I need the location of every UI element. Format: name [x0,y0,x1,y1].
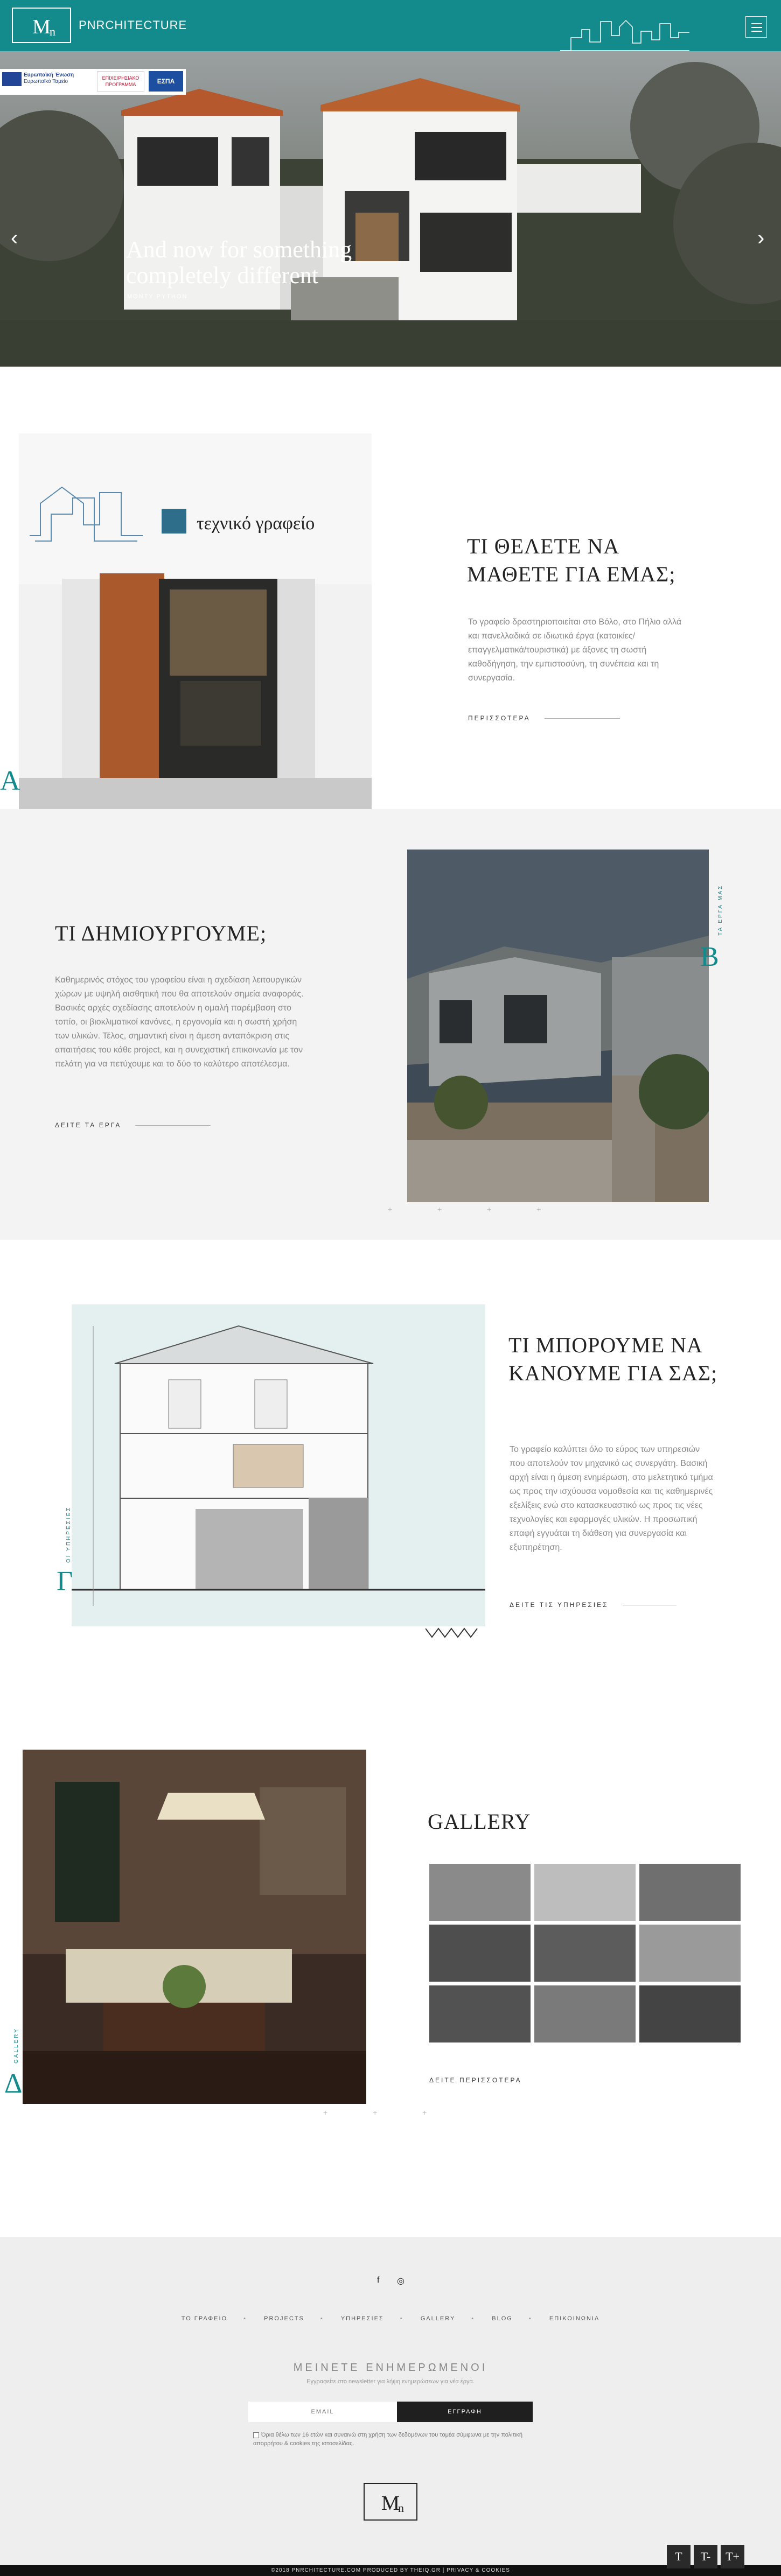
newsletter-email-input[interactable] [248,2402,397,2422]
gallery-grid [429,1864,741,2044]
gallery-thumb[interactable] [639,1925,741,1982]
gallery-vertical-label: GALLERY [13,2027,19,2063]
facebook-icon[interactable]: f [377,2276,380,2285]
gallery-thumb[interactable] [429,1985,531,2042]
site-footer [0,2237,781,2565]
font-decrease-button[interactable]: T- [694,2545,717,2568]
gallery-section [0,1703,781,2237]
section-letter-c: Γ [57,1566,73,1597]
projects-link-label: ΔΕΙΤΕ ΤΑ ΕΡΓΑ [55,1121,122,1129]
hero-prev-arrow[interactable]: ‹ [11,226,18,250]
architectural-section-drawing [72,1304,485,1626]
office-storefront-image [19,433,372,810]
projects-title: ΤΙ ΔΗΜΙΟΥΡΓΟΥΜΕ; [55,921,267,945]
eu-funding-badge [0,69,186,95]
instagram-icon[interactable]: ◎ [397,2277,405,2286]
about-body: Το γραφείο δραστηριοποιείται στο Βόλο, στο Πήλιο αλλά και πανελλαδικά σε ιδιωτικά έργα (κατοικίες/ επαγγελματικά/τουριστικά) με άξονες τη σωστή καθοδήγηση, την εμπιστοσύνη, τη συνέπεια και τη συνεργασία. [468,617,682,683]
font-reset-button[interactable]: T [667,2545,691,2568]
section-letter-b: Β [700,942,719,972]
hero-title [126,237,428,289]
services-link-label: ΔΕΙΤΕ ΤΙΣ ΥΠΗΡΕΣΙΕΣ [510,1601,609,1609]
projects-house-image [407,850,709,1202]
gallery-thumb[interactable] [639,1864,741,1921]
footer-logo[interactable] [364,2483,417,2521]
footer-nav [0,2315,781,2322]
footer-nav-gallery[interactable]: • GALLERY [402,2315,474,2322]
hero-title-line2: completely different [126,262,319,289]
gallery-more-link[interactable] [429,2076,522,2084]
footer-nav-contact[interactable]: • ΕΠΙΚΟΙΝΩΝΙΑ [531,2315,618,2322]
hero-subtitle: MONTY PYTHON [127,293,188,300]
svg-text:M: M [32,16,51,38]
eu-text-line2: Ευρωπαϊκό Ταμείο [24,79,68,85]
font-increase-button[interactable]: T+ [721,2545,744,2568]
svg-text:M: M [381,2492,400,2515]
hero-next-arrow[interactable]: › [757,226,765,250]
eu-text-line1: Ευρωπαϊκή Ένωση [24,72,74,78]
footer-nav-services[interactable]: • ΥΠΗΡΕΣΙΕΣ [323,2315,402,2322]
espa-program-logo [97,71,144,92]
projects-link[interactable] [55,1121,211,1129]
gallery-thumb[interactable] [534,1864,636,1921]
about-more-link[interactable] [468,714,620,722]
footer-nav-projects[interactable]: • PROJECTS [246,2315,323,2322]
hero-image [0,51,781,367]
accessibility-toolbar [667,2545,744,2568]
about-section [0,367,781,809]
skyline-illustration [560,16,689,51]
site-logo[interactable] [12,8,71,43]
interior-living-room-image [23,1750,366,2104]
projects-section [0,809,781,1240]
gallery-title: GALLERY [428,1809,531,1834]
eu-flag-icon [2,72,22,86]
services-link[interactable] [510,1601,677,1609]
gallery-thumb[interactable] [534,1925,636,1982]
newsletter-subtitle: Εγγραφείτε στο newsletter για λήψη ενημερώσεων για νέα έργα. [306,2378,475,2385]
decorative-dots: + + + + [388,1205,563,1213]
hamburger-menu-button[interactable] [745,16,767,38]
decorative-dots: + + + [323,2108,449,2117]
gallery-thumb[interactable] [429,1864,531,1921]
services-title: ΤΙ ΜΠΟΡΟΥΜΕ ΝΑ ΚΑΝΟΥΜΕ ΓΙΑ ΣΑΣ; [508,1333,718,1385]
gallery-more-label: ΔΕΙΤΕ ΠΕΡΙΣΣΟΤΕΡΑ [429,2076,522,2084]
newsletter-title: ΜΕΙΝΕΤΕ ΕΝΗΜΕΡΩΜΕΝΟΙ [293,2362,488,2374]
espa1-line2: ΠΡΟΓΡΑΜΜΑ [105,82,136,87]
section-letter-a: Α [0,766,20,796]
services-body: Το γραφείο καλύπτει όλο το εύρος των υπηρεσιών που αποτελούν τον μηχανικό ως συνεργάτη. Βασική αρχή είναι η άμεση ενημέρωση, στο μελετητικό τμήμα ως προς την ισχύουσα νομοθεσία και τις καθημερινές εξελίξεις ενώ στο κατασκευαστικό ως προς τις νέες τεχνολογίες και εφαρμογές υλικών. Η προσωπική επαφή εγγυάται τη διάθεση για συνεργασία και εξυπηρέτηση. [510,1445,713,1552]
svg-text:n: n [50,25,55,38]
consent-text: Όρια θέλω των 16 ετών και συναινώ στη χρήση των δεδομένων του τομέα σύμφωνα με την πολιτική απορρήτου & cookies της ιστοσελίδας. [253,2432,523,2447]
about-title: ΤΙ ΘΕΛΕΤΕ ΝΑ ΜΑΘΕΤΕ ΓΙΑ ΕΜΑΣ; [467,534,676,586]
newsletter-consent [253,2431,533,2448]
hero-slider [0,51,781,367]
site-header [0,0,781,51]
consent-checkbox[interactable] [253,2432,259,2438]
services-vertical-label: ΟΙ ΥΠΗΡΕΣΙΕΣ [66,1506,72,1563]
espa-logo: ΕΣΠΑ [149,71,183,92]
projects-vertical-label: ΤΑ ΕΡΓΑ ΜΑΣ [717,884,723,936]
hero-title-line1: And now for something [126,236,352,263]
storefront-sign-text: τεχνικό γραφείο [197,514,315,534]
gallery-thumb[interactable] [429,1925,531,1982]
espa1-line1: ΕΠΙΧΕΙΡΗΣΙΑΚΟ [102,75,140,81]
section-letter-d: Δ [4,2068,23,2099]
decorative-zigzag [426,1626,479,1639]
brand-name[interactable]: PNRCHITECTURE [79,18,187,32]
about-more-label: ΠΕΡΙΣΣΟΤΕΡΑ [468,714,531,722]
services-section [0,1240,781,1703]
gallery-thumb[interactable] [534,1985,636,2042]
footer-nav-office[interactable]: ΤΟ ΓΡΑΦΕΙΟ [181,2315,228,2322]
footer-nav-blog[interactable]: • BLOG [473,2315,531,2322]
gallery-thumb[interactable] [639,1985,741,2042]
copyright-bar: ©2018 PNRCHITECTURE.COM PRODUCED BY THEIQ.GR | PRIVACY & COOKIES [0,2565,781,2576]
svg-text:n: n [398,2501,404,2515]
newsletter-submit-button[interactable]: ΕΓΓΡΑΦΗ [397,2402,533,2422]
projects-body: Καθημερινός στόχος του γραφείου είναι η σχεδίαση λειτουργικών χώρων με υψηλή αισθητική που θα αποτελούν σημεία αναφοράς. Βασικές αρχές σχεδίασης αποτελούν η ομαλή παρέμβαση στο τοπίο, οι βιοκλιματικοί κανόνες, η εργονομία και η σωστή χρήση των υλικών. Τέλος, σημαντική είναι η άμεση ανταπόκριση στις απαιτήσεις του κάθε project, και η συνεχιστική επικοινωνία με τον πελάτη για να πετύχουμε και το δύο το καλύτερο αποτέλεσμα. [55,975,304,1069]
